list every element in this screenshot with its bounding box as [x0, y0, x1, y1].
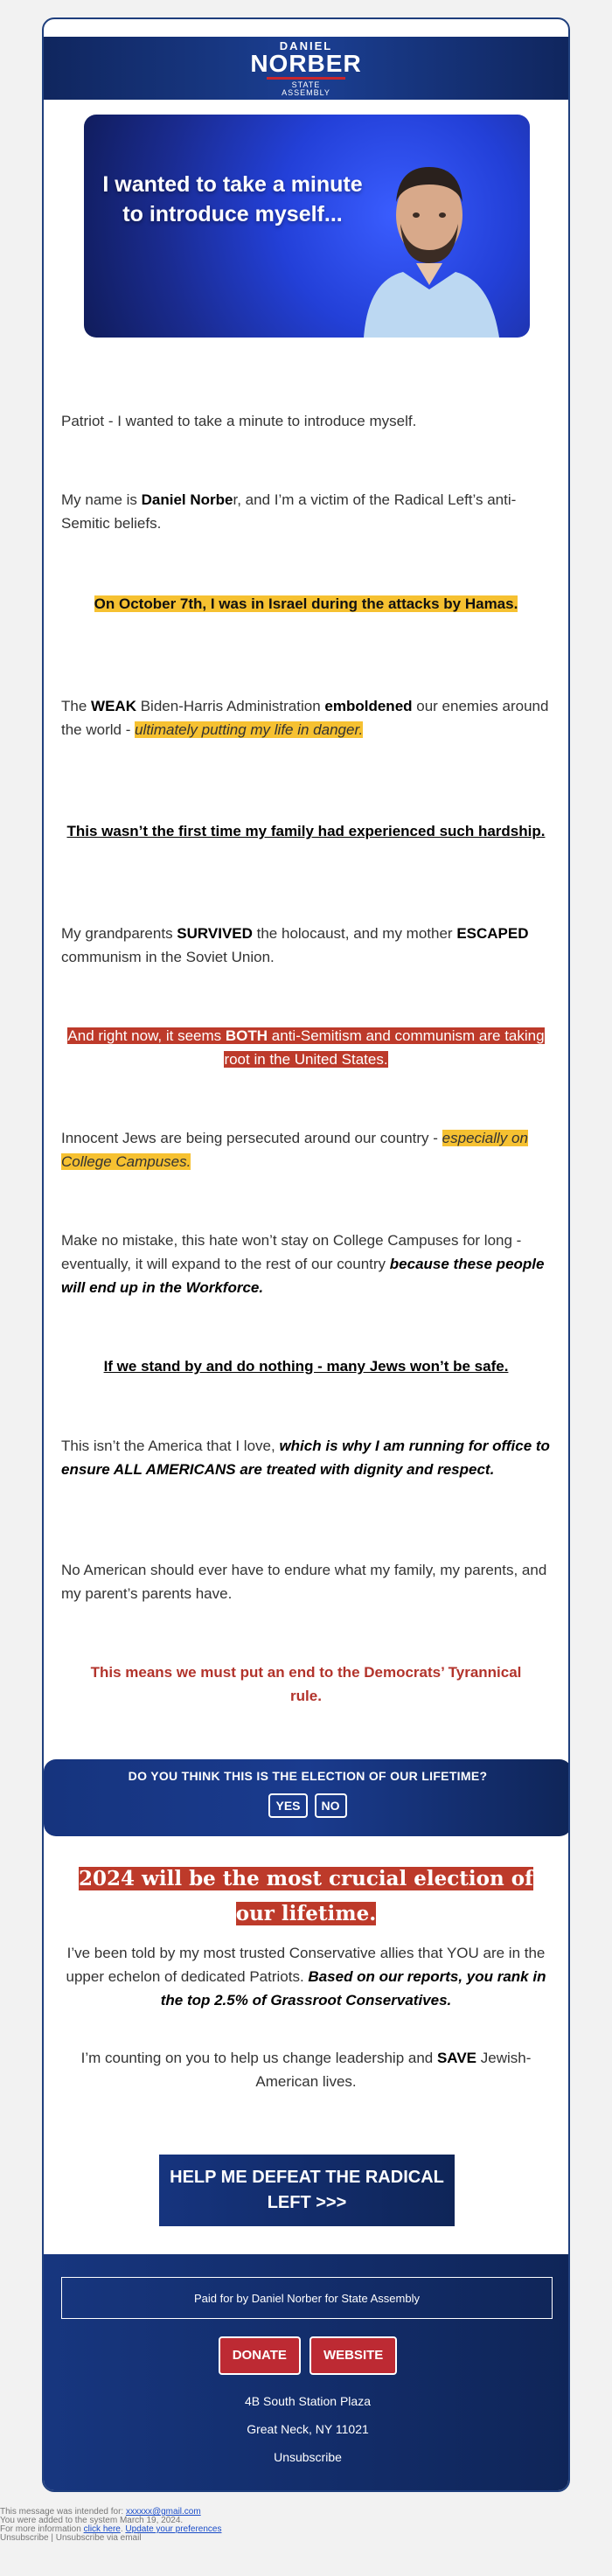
- running-paragraph: This isn’t the America that I love, which is why I am running for office to ensure ALL AMERICANS are treated with dignity and respect.: [61, 1438, 550, 1478]
- intro-paragraph: Patriot - I wanted to take a minute to introduce myself.: [61, 413, 417, 429]
- footer-unsubscribe-link[interactable]: Unsubscribe: [274, 2450, 342, 2464]
- footer: [44, 2254, 570, 2492]
- more-info-line: For more information click here. Update your preferences: [0, 2524, 222, 2534]
- update-preferences-link[interactable]: Update your preferences: [125, 2524, 222, 2534]
- tyrannical-paragraph: This means we must put an end to the Democrats’ Tyrannical rule.: [90, 1664, 522, 1704]
- intended-recipient-line: This message was intended for: xxxxxx@gmail.com: [0, 2507, 201, 2517]
- address-line-1: 4B South Station Plaza: [245, 2394, 371, 2408]
- endure-paragraph: No American should ever have to endure what my family, my parents, and my parent’s parents have.: [61, 1562, 547, 1602]
- october-paragraph: On October 7th, I was in Israel during the attacks by Hamas.: [94, 595, 518, 612]
- website-button[interactable]: WEBSITE: [309, 2336, 397, 2375]
- patriots-paragraph: I’ve been told by my most trusted Conservative allies that YOU are in the upper echelon of dedicated Patriots. Based on our reports, you rank in the top 2.5% of Grassroot Conservatives.: [66, 1945, 546, 2009]
- logo-office: STATE ASSEMBLY: [282, 80, 330, 97]
- save-lives-paragraph: I’m counting on you to help us change leadership and SAVE Jewish-American lives.: [80, 2050, 532, 2090]
- poll-no-button[interactable]: NO: [315, 1793, 347, 1818]
- hero-text: I wanted to take a minute to introduce myself...: [102, 172, 363, 226]
- election-poll: [44, 1759, 570, 1836]
- communism-paragraph: And right now, it seems BOTH anti-Semitism and communism are taking root in the United States.: [67, 1027, 545, 1068]
- recipient-email-link[interactable]: xxxxxx@gmail.com: [125, 2507, 201, 2517]
- workforce-paragraph: Make no mistake, this hate won’t stay on College Campuses for long - eventually, it will expand to the rest of our country because these people will end up in the Workforce.: [61, 1232, 545, 1296]
- donate-button[interactable]: DONATE: [219, 2336, 301, 2375]
- address-line-2: Great Neck, NY 11021: [247, 2422, 369, 2436]
- crucial-election-headline: 2024 will be the most crucial election of our lifetime.: [79, 1867, 533, 1925]
- hero-banner: [84, 115, 530, 338]
- logo-last-name: NORBER: [250, 49, 362, 77]
- defeat-radical-left-button[interactable]: HELP ME DEFEAT THE RADICAL LEFT >>>: [159, 2155, 455, 2226]
- unsubscribe-links[interactable]: Unsubscribe | Unsubscribe via email: [0, 2533, 142, 2543]
- name-paragraph: My name is Daniel Norber, and I’m a victim of the Radical Left’s anti-Semitic beliefs.: [61, 491, 517, 532]
- added-date-line: You were added to the system March 19, 2024.: [0, 2516, 184, 2525]
- logo-stripe: [267, 77, 345, 80]
- persecution-paragraph: Innocent Jews are being persecuted around our country - especially on College Campuses.: [61, 1130, 528, 1170]
- poll-question: DO YOU THINK THIS IS THE ELECTION OF OUR LIFETIME?: [128, 1769, 488, 1783]
- campaign-header: [44, 37, 568, 100]
- email-card: [42, 17, 570, 2492]
- family-paragraph: My grandparents SURVIVED the holocaust, and my mother ESCAPED communism in the Soviet Union.: [61, 925, 529, 965]
- logo-first-name: DANIEL: [279, 38, 333, 52]
- click-here-link[interactable]: click here: [83, 2524, 121, 2534]
- campaign-logo: [250, 40, 361, 97]
- poll-yes-button[interactable]: YES: [268, 1793, 307, 1818]
- paid-for-disclaimer: Paid for by Daniel Norber for State Assembly: [61, 2277, 553, 2319]
- hardship-paragraph: This wasn’t the first time my family had experienced such hardship.: [66, 823, 546, 839]
- safety-paragraph: If we stand by and do nothing - many Jews won’t be safe.: [103, 1358, 509, 1375]
- candidate-photo: [355, 141, 504, 338]
- administration-paragraph: The WEAK Biden-Harris Administration emboldened our enemies around the world - ultimately putting my life in danger.: [61, 698, 549, 738]
